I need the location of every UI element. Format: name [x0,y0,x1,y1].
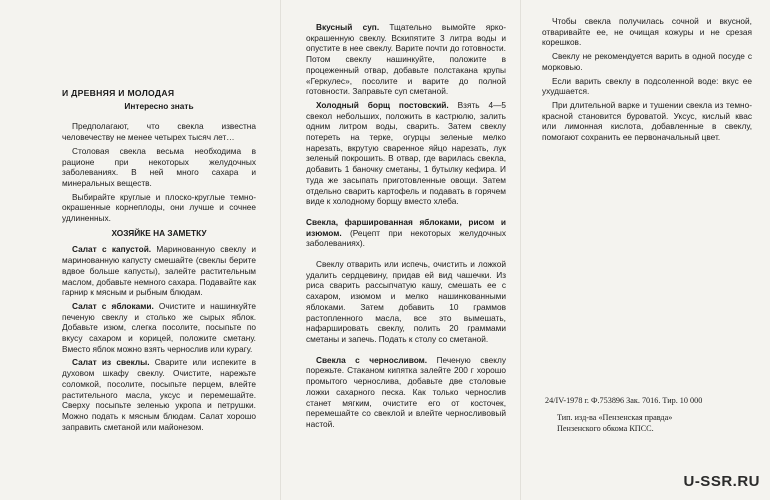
recipe-paragraph [306,217,506,249]
print-imprint [545,395,745,434]
imprint-publisher: Тип. изд-ва «Пензенская правда» [557,413,673,422]
left-column [62,88,256,435]
tip-paragraph: Свеклу не рекомендуется варить в одной посуде с морковью. [542,51,752,72]
page-title: И ДРЕВНЯЯ И МОЛОДАЯ [62,88,175,98]
recipe-name: Свекла, фаршированная яблоками, рисом и изюмом. [306,216,506,238]
intro-paragraph: Столовая свекла весьма необходима в рационе при некоторых желудочных заболеваниях. В ней много сахара и минеральных веществ. [62,145,256,188]
recipe-text: Взять 4—5 свекол небольших, положить в кастрюлю, залить одним литром воды, сварить. Затем свеклу потереть на терке, огурцы зеленые мелко нарезать, вкрутую сваренное яйцо нарезать, лук зеленый покрошить. В отвар, где варилась свекла, добавить 1 баночку сметаны, 1 бутылку кефира. И туда же засыпать приготовленные овощи. Затем отдельно сварить картофель и подавать в горячем виде к холодному борщу вместо хлеба. [306,99,506,207]
recipe-name: Салат с яблоками. [72,300,154,311]
site-watermark: U-SSR.RU [683,473,760,490]
tip-paragraph: Если варить свеклу в подсоленной воде: вкус ее ухудшается. [542,75,752,97]
recipe-paragraph [62,357,256,432]
tip-paragraph: При длительной варке и тушении свекла из темно-красной становится буроватой. Уксус, кислый квас или лимонная кислота, добавленные в свеклу, помогают сохранить ее первоначальный цвет. [542,99,752,143]
recipe-paragraph [306,355,506,430]
imprint-publisher: Пензенского обкома КПСС. [557,424,654,433]
left-panel [0,0,280,500]
recipe-paragraph [62,244,256,298]
recipe-name: Салат из свеклы. [72,357,150,368]
intro-paragraph: Выбирайте круглые и плоско-круглые темно-окрашенные корнеплоды, они лучше и сочнее удлиненных. [62,191,256,224]
recipe-text: Очистите и нашинкуйте печеную свеклу и столько же сырых яблок. Добавьте изюм, слегка посолите, посыпьте по вкусу сахаром и корицей, положите сметану. Вместо яблок можно взять чернослив или курагу. [62,300,256,354]
recipe-text: Тщательно вымойте ярко-окрашенную свеклу. Вскипятите 3 литра воды и опустите в нее свеклу. Варите почти до готовности. Потом свеклу нашинкуйте, положите в процеженный отвар, добавьте полстакана крупы «Геркулес», посолите и варите до полной готовности. Заправьте суп сметаной. [306,22,506,97]
page-subtitle: Интересно знать [124,100,194,111]
recipe-name: Салат с капустой. [72,244,152,255]
imprint-line: 24/IV-1978 г. Ф.753896 Зак. 7016. Тир. 10 000 [545,396,703,405]
middle-column [306,22,506,433]
recipe-name: Вкусный суп. [316,22,380,32]
intro-paragraph: Предполагают, что свекла известна человечеству не менее четырех тысяч лет… [62,121,256,143]
recipe-paragraph [62,301,256,355]
recipe-paragraph [306,100,506,207]
section-title: ХОЗЯЙКЕ НА ЗАМЕТКУ [111,227,207,238]
right-panel [520,0,770,500]
recipe-name: Холодный борщ постовский. [316,99,449,110]
recipe-text: (Рецепт при некоторых желудочных заболеваниях). [306,227,507,249]
tip-paragraph: Чтобы свекла получилась сочной и вкусной, отваривайте ее, не очищая кожуры и не срезая корешков. [542,16,752,48]
recipe-text: Маринованную свеклу и маринованную капусту смешайте (свеклы берите вдвое больше капусты), залейте растительным маслом, добавьте немного сахара. Подавайте как гарнир к мясным и рыбным блюдам. [62,244,256,298]
recipe-text: Печеную свеклу порежьте. Стаканом кипятка залейте 200 г хорошо промытого чернослива, добавьте две столовые ложки сахарного песка. Как только чернослив станет мягким, очистите его от косточек, перемешайте со свеклой и влейте черносливовый настой. [306,354,506,429]
recipe-name: Свекла с черносливом. [316,354,428,365]
right-column [542,16,752,146]
recipe-text: Сварите или испеките в духовом шкафу свеклу. Очистите, нарежьте соломкой, посолите, посыпьте перцем, влейте растительного масла, уксус и перемешайте. Сверху посыпьте зеленью укропа и петрушки. Можно подать к мясным блюдам. Салат хорошо заправить сметаной или майонезом. [62,357,256,432]
middle-panel [280,0,520,500]
recipe-paragraph [306,22,506,97]
recipe-text: Свеклу отварить или испечь, очистить и ложкой удалить сердцевину, придав ей вид чашечки. Из риса сварить рассыпчатую кашу, смешать ее с сахаром, изюмом и мелко нашинкованными яблоками. Затем добавить 10 граммов растопленного масла, все это вымешать, нафаршировать свеклу, полить 20 граммами сметаны и запечь. Подать к столу со сметаной. [306,259,506,344]
